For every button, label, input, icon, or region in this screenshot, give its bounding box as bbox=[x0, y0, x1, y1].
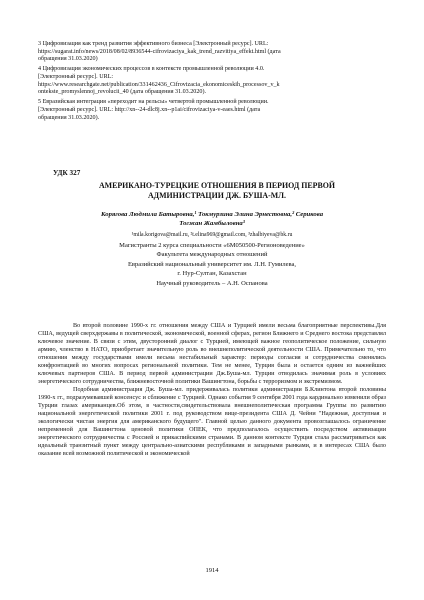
reference-line: [Электронный ресурс]. URL: bbox=[38, 74, 114, 80]
body-paragraph: Подобная администрация Дж. Буша-мл. придерживалась политики администрации Б.Клинтона второй половины 1990-х гг., подразумевавшей консенсус и сближение с Турцией. Однако события 9 сентября 2001 года кардинально изменили образ Турции глазах американцев.Об этом, в частности,свидетельствовала внешнеполитическая программа Группы по развитию национальной энергетической политики 2001 г. под руководством вице-президента США Д. Чейни "Надежная, доступная и экологически чистая энергия для американского будущего". Главной целью данного документа провозглашалось ограничение непременной для Вашингтона ценовой политики ОПЕК, что предполагалось осуществить посредством активизации энергетического сотрудничества с Россией и прикаспийскими странами. В данном контексте Турция стала рассматриваться как идеальный транзитный пункт между центрально-азиатскими республиками и западными рынками, и в интересах США было оказание всей возможной политической и экономической bbox=[38, 386, 386, 457]
affiliation-block bbox=[38, 231, 386, 288]
affiliation-line: Магистранты 2 курса специальности «6M050500-Регионоведение» bbox=[119, 241, 305, 249]
reference-line: обращения 31.03.2020). bbox=[38, 114, 100, 121]
affiliation-line: Факультета международных отношений bbox=[156, 251, 268, 258]
reference-item bbox=[38, 66, 386, 97]
udk-code: УДК 327 bbox=[53, 169, 81, 177]
affiliation-line: Евразийский национальный университет им. Л.Н. Гумилева, bbox=[127, 260, 297, 268]
title-line: АДМИНИСТРАЦИИ ДЖ. БУША-МЛ. bbox=[147, 190, 287, 200]
reference-line: 4 Цифровизация экономических процессов в контексте промышленной революции 4.0. bbox=[38, 66, 265, 73]
body-paragraph: Во второй половине 1990-х гг. отношения между США и Турцией имели весьма благоприятные перспективы.Для США, ведущей сверхдержавы в политической, экономической, военной сферах, регион Ближнего и Среднего востока представлял ключевое значение. В связи с этим, двусторонний диалог с Турцией, имеющей важное геополитическое положение, сильную армию, членство в НАТО, приобретает значительную роль во внешнеполитической деятельности США. Примечательно то, что отношения между государствами имели весьма нестабильный характер: периоды согласия и сотрудничества сменялись конфронтацией во многих вопросах региональной политики. Тем не менее, Турция была и остается одним из важнейших ключевых партнеров США. В период первой администрации Дж.Буша-мл. Турции отводилась значимая роль в условиях энергетического сотрудничества, ближневосточной политики Вашингтона, борьбы с терроризмом и экстремизмом. bbox=[38, 322, 386, 385]
reference-item bbox=[38, 99, 386, 122]
reference-line: ontekste_promyslennoj_revolucii_40 (дата обращения 31.03.2020). bbox=[38, 89, 206, 96]
reference-line: https://www.researchgate.net/publication/331462436_Cifrovizacia_ekonomiceskih_processov_v_k bbox=[38, 81, 280, 88]
article-body bbox=[38, 322, 386, 458]
authors bbox=[38, 211, 386, 228]
affiliation-line: г. Нур-Султан, Казахстан bbox=[177, 270, 247, 277]
reference-line: https://sugarat.info/news/2018/08/02/8936544-cifrovizaciya_kak_trend_razvitiya_effekt.html (дата bbox=[38, 48, 281, 55]
reference-line: [Электронный ресурс]. URL: http://xn--24-dlc8j.xn--p1ai/cifrovizaciya-v-eaes.html (дата bbox=[38, 107, 261, 113]
author-emails: ¹mila.korigova@mail.ru, ²t.elina969@gmail.com, ³zhalbiyeva@bk.ru bbox=[131, 232, 293, 238]
article-title bbox=[72, 181, 362, 200]
authors-line: Корягова Людмила Батыровна,¹ Токмурзина Элина Эрнестовна,² Серикова bbox=[100, 211, 324, 218]
reference-line: 5 Евразийская интеграция «переходит на рельсы» четвертой промышленной революции. bbox=[38, 99, 269, 106]
reference-list bbox=[38, 41, 386, 125]
title-line: АМЕРИКАНО-ТУРЕЦКИЕ ОТНОШЕНИЯ В ПЕРИОД ПЕРВОЙ bbox=[98, 181, 336, 190]
reference-item bbox=[38, 41, 386, 64]
reference-line: 3 Цифровизация как тренд развития эффективного бизнеса [Электронный ресурс]. URL: bbox=[38, 41, 269, 47]
reference-line: обращения 31.03.2020) bbox=[38, 56, 98, 63]
page-number: 1914 bbox=[205, 567, 219, 574]
affiliation-line: Научный руководитель – А.Н. Оспанова bbox=[156, 279, 268, 287]
authors-line: Тогжан Жамбыловна³ bbox=[179, 219, 245, 227]
